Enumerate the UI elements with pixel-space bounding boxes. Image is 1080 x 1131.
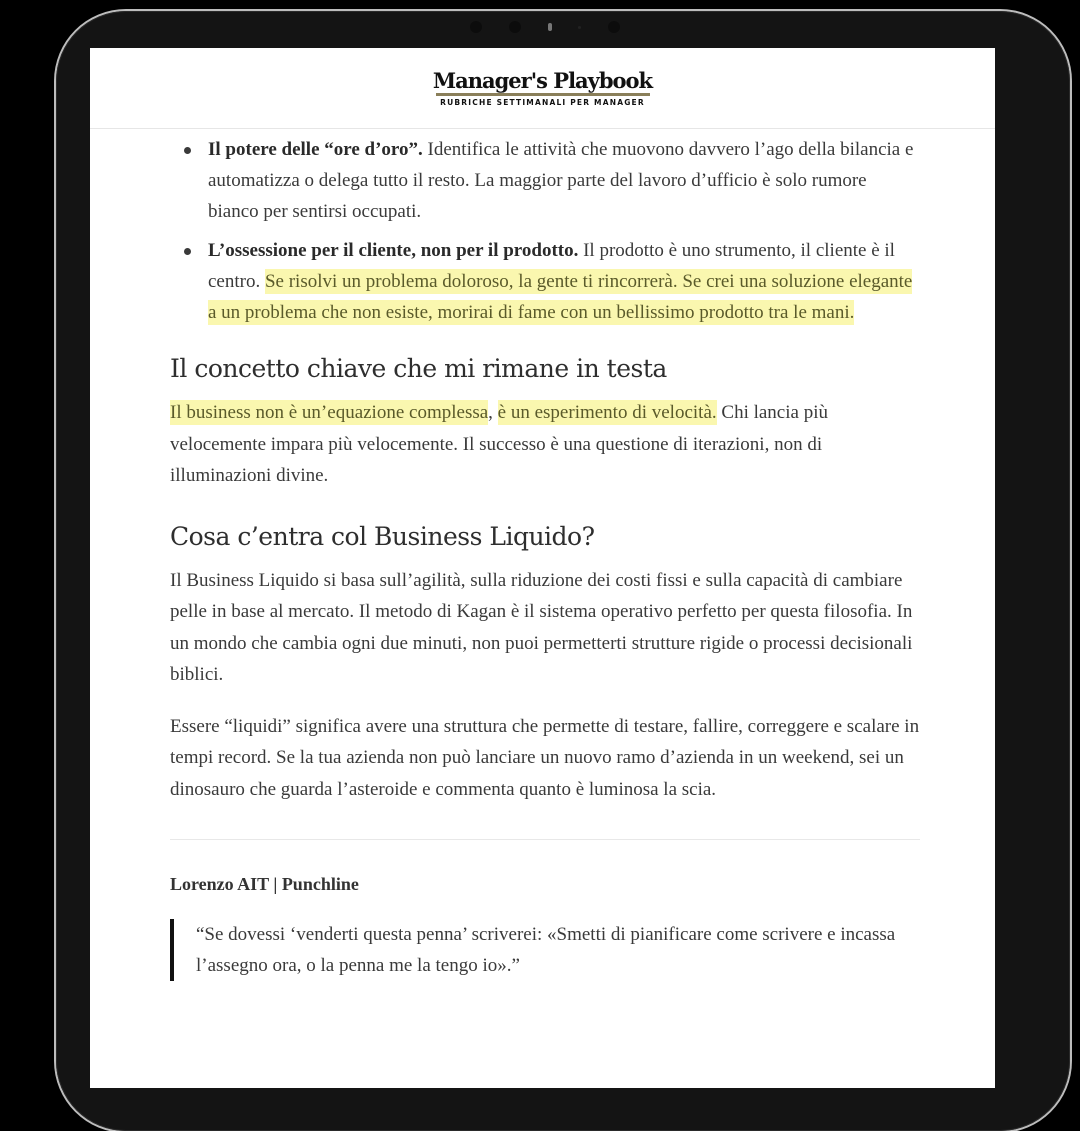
highlighted-text: Il business non è un’equazione complessa	[170, 402, 489, 423]
bullet-text: Il prodotto è uno strumento, il cliente è il centro.	[208, 240, 895, 292]
bullet-title: L’ossessione per il cliente, non per il prodotto.	[208, 240, 579, 261]
bullet-text: Identifica le attività che muovono davvero l’ago della bilancia e automatizza o delega tutto il resto. La maggior parte del lavoro d’ufficio è solo rumore bianco per sentirsi occupati.	[208, 139, 914, 222]
divider	[170, 839, 920, 840]
highlighted-text: Se risolvi un problema doloroso, la gente ti rincorrerà. Se crei una soluzione elegante a un problema che non esiste, morirai di fame con un bellissimo prodotto tra le mani.	[208, 271, 913, 323]
highlighted-text: è un esperimento di velocità.	[497, 402, 717, 423]
camera-bar	[470, 19, 620, 35]
bullet-list	[170, 134, 920, 328]
camera-sensor-icon	[470, 21, 482, 33]
punchline-quote: “Se dovessi ‘venderti questa penna’ scriverei: «Smetti di pianificare come scrivere e incassa l’assegno ora, o la penna me la tengo io».”	[170, 919, 920, 981]
section-heading: Cosa c’entra col Business Liquido?	[170, 521, 595, 551]
list-item	[170, 134, 920, 227]
separator-text: ,	[488, 402, 498, 423]
camera-dot-icon	[578, 26, 581, 29]
section-paragraph	[170, 397, 920, 492]
article-content	[170, 128, 920, 981]
section-paragraph: Essere “liquidi” significa avere una struttura che permette di testare, fallire, correggere e scalare in tempi record. Se la tua azienda non può lanciare un nuovo ramo d’azienda in un weekend, sei un dinosauro che guarda l’asteroide e commenta quanto è luminosa la scia.	[170, 715, 920, 800]
logo-underline	[436, 93, 650, 96]
bullet-title: Il potere delle “ore d’oro”.	[208, 139, 423, 160]
camera-sensor-icon	[509, 21, 521, 33]
section-paragraph: Il Business Liquido si basa sull’agilità, sulla riduzione dei costi fissi e sulla capacità di cambiare pelle in base al mercato. Il metodo di Kagan è il sistema operativo perfetto per questa filosofia. In un mondo che cambia ogni due minuti, non puoi permetterti strutture rigide o processi decisionali biblici.	[170, 569, 913, 685]
punchline-byline: Lorenzo AIT | Punchline	[170, 874, 359, 894]
logo-subtitle: RUBRICHE SETTIMANALI PER MANAGER	[440, 97, 645, 107]
camera-sensor-icon	[608, 21, 620, 33]
tablet-screen	[90, 48, 995, 1088]
camera-lens-icon	[548, 23, 552, 31]
section-heading: Il concetto chiave che mi rimane in testa	[170, 354, 667, 383]
site-header	[90, 48, 995, 129]
list-item	[170, 235, 920, 328]
site-logo[interactable]: Manager's Playbook	[432, 67, 653, 93]
paragraph-text: Chi lancia più velocemente impara più velocemente. Il successo è una questione di iterazioni, non di illuminazioni divine.	[170, 402, 828, 486]
